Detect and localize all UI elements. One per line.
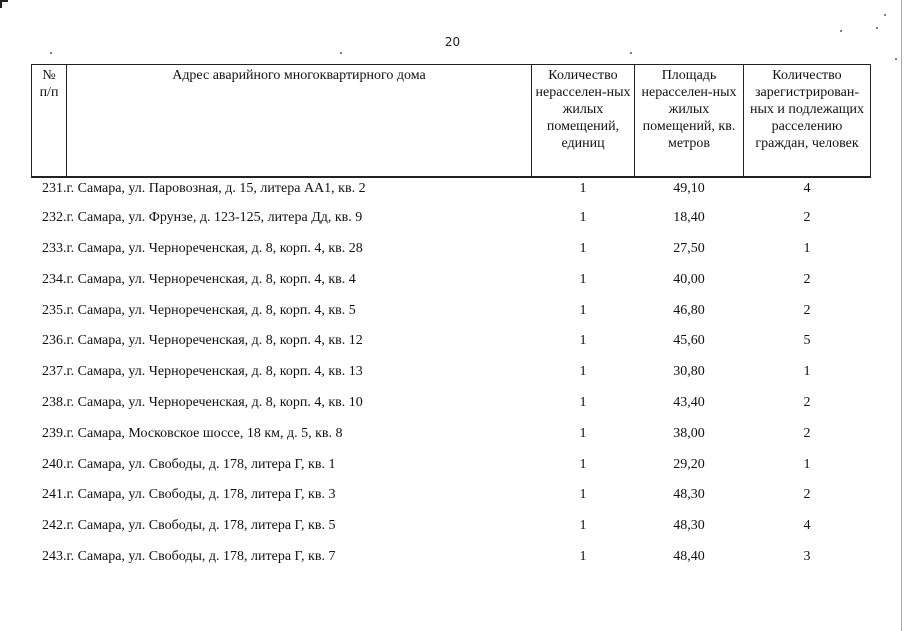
emergency-housing-table — [31, 64, 871, 577]
row-unit-count: 1 — [579, 180, 587, 196]
row-area: 46,80 — [673, 302, 705, 318]
row-unit-count: 1 — [579, 302, 587, 318]
row-number: 234. — [42, 271, 67, 287]
row-number: 242. — [42, 518, 67, 534]
row-area: 45,60 — [673, 333, 705, 349]
scan-speck — [630, 52, 632, 54]
row-address: г. Самара, ул. Фрунзе, д. 123-125, литера Дд, кв. 9 — [66, 210, 363, 226]
row-address: г. Самара, ул. Чернореченская, д. 8, корп. 4, кв. 28 — [66, 241, 363, 257]
row-residents: 5 — [803, 333, 811, 349]
table-row — [32, 423, 871, 454]
row-area: 27,50 — [673, 241, 705, 257]
row-residents: 2 — [803, 302, 811, 318]
header-address: Адрес аварийного многоквартирного дома — [67, 65, 532, 177]
table-row — [32, 454, 871, 485]
page-number: 20 — [444, 35, 461, 49]
row-number: 238. — [42, 395, 67, 411]
row-address: г. Самара, ул. Чернореченская, д. 8, корп. 4, кв. 5 — [66, 302, 356, 318]
header-area: Площадь нерасселен-ных жилых помещений, кв. метров — [635, 65, 744, 177]
scan-speck — [876, 27, 878, 29]
scan-edge-line — [901, 0, 902, 631]
table-row — [32, 238, 871, 269]
row-address: г. Самара, ул. Чернореченская, д. 8, корп. 4, кв. 13 — [66, 364, 363, 380]
row-residents: 3 — [803, 549, 811, 565]
row-unit-count: 1 — [579, 487, 587, 503]
scan-speck — [884, 14, 886, 16]
row-unit-count: 1 — [579, 425, 587, 441]
row-number: 241. — [42, 487, 67, 503]
table-header-row — [32, 65, 871, 177]
row-residents: 1 — [803, 456, 811, 472]
row-number: 240. — [42, 456, 67, 472]
row-area: 40,00 — [673, 271, 705, 287]
scan-speck — [840, 30, 842, 32]
row-unit-count: 1 — [579, 456, 587, 472]
row-unit-count: 1 — [579, 271, 587, 287]
table-row — [32, 392, 871, 423]
row-residents: 2 — [803, 210, 811, 226]
table-row — [32, 515, 871, 546]
row-number: 235. — [42, 302, 67, 318]
table-row — [32, 361, 871, 392]
row-address: г. Самара, ул. Свободы, д. 178, литера Г, кв. 5 — [66, 518, 336, 534]
row-area: 38,00 — [673, 425, 705, 441]
row-unit-count: 1 — [579, 395, 587, 411]
scan-corner-mark — [0, 0, 8, 8]
row-address: г. Самара, ул. Свободы, д. 178, литера Г, кв. 3 — [66, 487, 336, 503]
row-residents: 1 — [803, 241, 811, 257]
row-number: 236. — [42, 333, 67, 349]
row-residents: 2 — [803, 395, 811, 411]
row-residents: 2 — [803, 271, 811, 287]
table-row — [32, 177, 871, 208]
row-area: 48,40 — [673, 549, 705, 565]
table-row — [32, 207, 871, 238]
row-number: 233. — [42, 241, 67, 257]
header-residents: Количество зарегистрирован-ных и подлежащих расселению граждан, человек — [744, 65, 871, 177]
row-area: 30,80 — [673, 364, 705, 380]
row-residents: 2 — [803, 425, 811, 441]
row-unit-count: 1 — [579, 333, 587, 349]
row-number: 239. — [42, 425, 67, 441]
row-number: 232. — [42, 210, 67, 226]
row-number: 231. — [42, 180, 67, 196]
row-address: г. Самара, Московское шоссе, 18 км, д. 5, кв. 8 — [66, 425, 343, 441]
table-row — [32, 269, 871, 300]
row-area: 29,20 — [673, 456, 705, 472]
table-row — [32, 330, 871, 361]
row-area: 48,30 — [673, 487, 705, 503]
row-address: г. Самара, ул. Чернореченская, д. 8, корп. 4, кв. 10 — [66, 395, 363, 411]
row-unit-count: 1 — [579, 364, 587, 380]
row-unit-count: 1 — [579, 549, 587, 565]
row-unit-count: 1 — [579, 518, 587, 534]
row-address: г. Самара, ул. Чернореченская, д. 8, корп. 4, кв. 4 — [66, 271, 356, 287]
row-residents: 1 — [803, 364, 811, 380]
row-residents: 2 — [803, 487, 811, 503]
row-area: 48,30 — [673, 518, 705, 534]
row-number: 243. — [42, 549, 67, 565]
scan-speck — [895, 58, 897, 60]
scan-speck — [50, 52, 52, 54]
row-unit-count: 1 — [579, 241, 587, 257]
header-unit-count: Количество нерасселен-ных жилых помещений, единиц — [532, 65, 635, 177]
scan-speck — [340, 52, 342, 54]
table-row — [32, 300, 871, 331]
table-row — [32, 546, 871, 577]
row-area: 43,40 — [673, 395, 705, 411]
row-number: 237. — [42, 364, 67, 380]
row-unit-count: 1 — [579, 210, 587, 226]
header-number: № п/п — [32, 65, 67, 177]
row-address: г. Самара, ул. Чернореченская, д. 8, корп. 4, кв. 12 — [66, 333, 363, 349]
table-row — [32, 484, 871, 515]
row-area: 18,40 — [673, 210, 705, 226]
row-address: г. Самара, ул. Паровозная, д. 15, литера АА1, кв. 2 — [66, 180, 366, 196]
row-address: г. Самара, ул. Свободы, д. 178, литера Г, кв. 7 — [66, 549, 336, 565]
row-residents: 4 — [803, 180, 811, 196]
row-area: 49,10 — [673, 180, 705, 196]
row-address: г. Самара, ул. Свободы, д. 178, литера Г, кв. 1 — [66, 456, 336, 472]
row-residents: 4 — [803, 518, 811, 534]
